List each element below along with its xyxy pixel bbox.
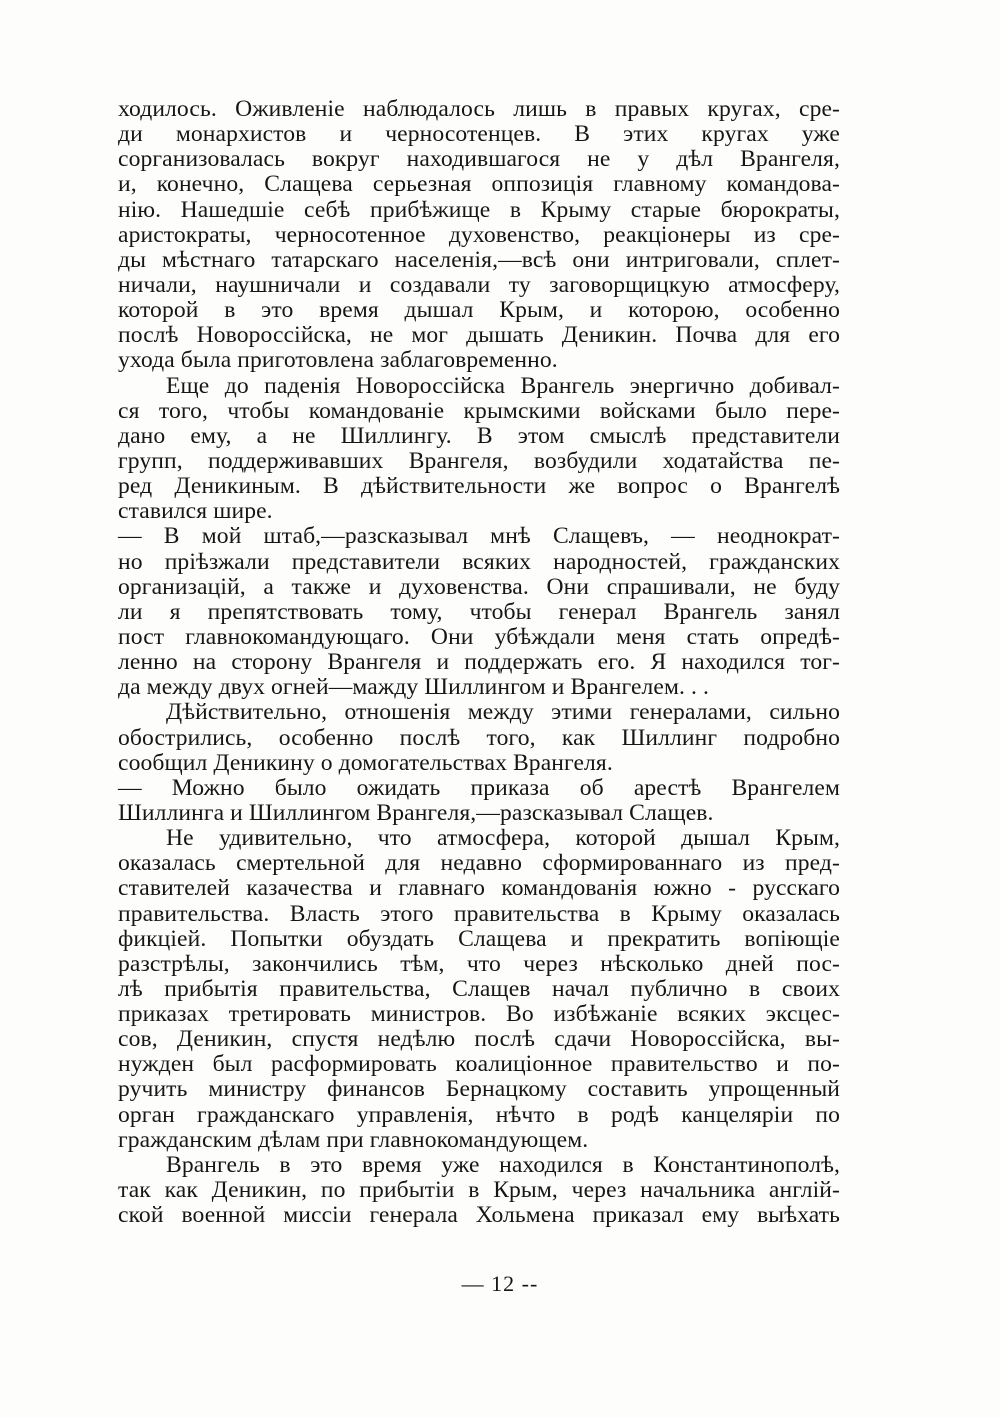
text-line: гражданским дѣлам при главнокомандующем. xyxy=(118,1126,589,1153)
text-line: ходилось. Оживленіе наблюдалось лишь в правых кругах, сре- xyxy=(118,96,840,122)
text-line: послѣ Новороссійска, не мог дышать Деникин. Почва для его xyxy=(118,322,840,349)
text-line: ничали, наушничали и создавали ту заговорщицкую атмосферу, xyxy=(118,271,840,298)
text-line: дано ему, а не Шиллингу. В этом смыслѣ представители xyxy=(118,422,840,449)
text-line: ред Деникиным. В дѣйствительности же вопрос о Врангелѣ xyxy=(118,473,840,500)
text-line: ди монархистов и черносотенцев. В этих кругах уже xyxy=(118,121,840,148)
text-line: Врангель в это время уже находился в Константинополѣ, xyxy=(166,1151,840,1178)
text-line: разстрѣлы, закончились тѣм, что через нѣсколько дней пос- xyxy=(118,950,840,977)
text-line: пост главнокомандующаго. Они убѣждали меня стать опредѣ- xyxy=(118,623,840,650)
text-line: нужден был расформировать коалиціонное правительство и по- xyxy=(118,1051,840,1078)
text-line: ды мѣстнаго татарскаго населенія,—всѣ они интриговали, сплет- xyxy=(118,246,840,273)
text-line: да между двух огней—мажду Шиллингом и Врангелем. . . xyxy=(118,674,709,701)
text-line: ставился шире. xyxy=(118,498,273,525)
text-line: ухода была приготовлена заблаговременно. xyxy=(118,347,558,374)
text-line: Дѣйствительно, отношенія между этими генералами, сильно xyxy=(166,699,840,726)
page-number: — 12 -- xyxy=(461,1271,539,1296)
text-line: сообщил Деникину о домогательствах Врангеля. xyxy=(118,749,613,776)
text-line: ской военной миссіи генерала Хольмена приказал ему выѣхать xyxy=(118,1202,840,1229)
text-line: ручить министру финансов Бернацкому составить упрощенный xyxy=(118,1076,840,1103)
text-line: фикціей. Попытки обуздать Слащева и прекратить вопіющіе xyxy=(118,925,840,952)
text-line: групп, поддерживавших Врангеля, возбудили ходатайства пе- xyxy=(118,447,840,474)
text-line: орган гражданскаго управленія, нѣчто в родѣ канцеляріи по xyxy=(118,1101,840,1128)
text-line: правительства. Власть этого правительства в Крыму оказалась xyxy=(118,900,840,927)
text-line: Не удивительно, что атмосфера, которой дышал Крым, xyxy=(166,825,840,852)
text-line: Еще до паденія Новороссійска Врангель энергично добивал- xyxy=(166,372,840,399)
text-line: приказах третировать министров. Во избѣжаніе всяких эксцес- xyxy=(118,1001,840,1028)
text-line: оказалась смертельной для недавно сформированнаго из пред- xyxy=(118,850,840,877)
text-line: обострились, особенно послѣ того, как Шиллинг подробно xyxy=(118,724,840,751)
text-line: которой в это время дышал Крым, и которою, особенно xyxy=(118,297,840,324)
text-line: аристократы, черносотенное духовенство, реакціонеры из сре- xyxy=(118,221,840,248)
text-line: ставителей казачества и главнаго командованія южно - русскаго xyxy=(118,875,840,902)
text-line: — Можно было ожидать приказа об арестѣ Врангелем xyxy=(118,774,840,801)
text-line: Шиллинга и Шиллингом Врангеля,—разсказывал Слащев. xyxy=(118,799,714,826)
text-line: — В мой штаб,—разсказывал мнѣ Слащевъ, — неоднократ- xyxy=(118,523,840,550)
body-text xyxy=(118,97,840,1228)
text-line: ся того, чтобы командованіе крымскими войсками было пере- xyxy=(118,397,840,424)
text-line: и, конечно, Слащева серьезная оппозиція главному командова- xyxy=(118,171,840,198)
text-line: нію. Нашедшіе себѣ прибѣжище в Крыму старые бюрократы, xyxy=(118,196,840,223)
text-line: сов, Деникин, спустя недѣлю послѣ сдачи Новороссійска, вы- xyxy=(118,1026,840,1053)
text-line: сорганизовалась вокруг находившагося не у дѣл Врангеля, xyxy=(118,146,840,173)
text-line: ленно на сторону Врангеля и поддержать его. Я находился тог- xyxy=(118,649,840,676)
text-line: так как Деникин, по прибытіи в Крым, через начальника англій- xyxy=(118,1177,840,1204)
text-line: ли я препятствовать тому, чтобы генерал Врангель занял xyxy=(118,598,840,625)
text-line: но пріѣзжали представители всяких народностей, гражданских xyxy=(118,548,840,575)
text-line: организацій, а также и духовенства. Они спрашивали, не буду xyxy=(118,573,840,600)
text-line: лѣ прибытія правительства, Слащев начал публично в своих xyxy=(118,975,840,1002)
